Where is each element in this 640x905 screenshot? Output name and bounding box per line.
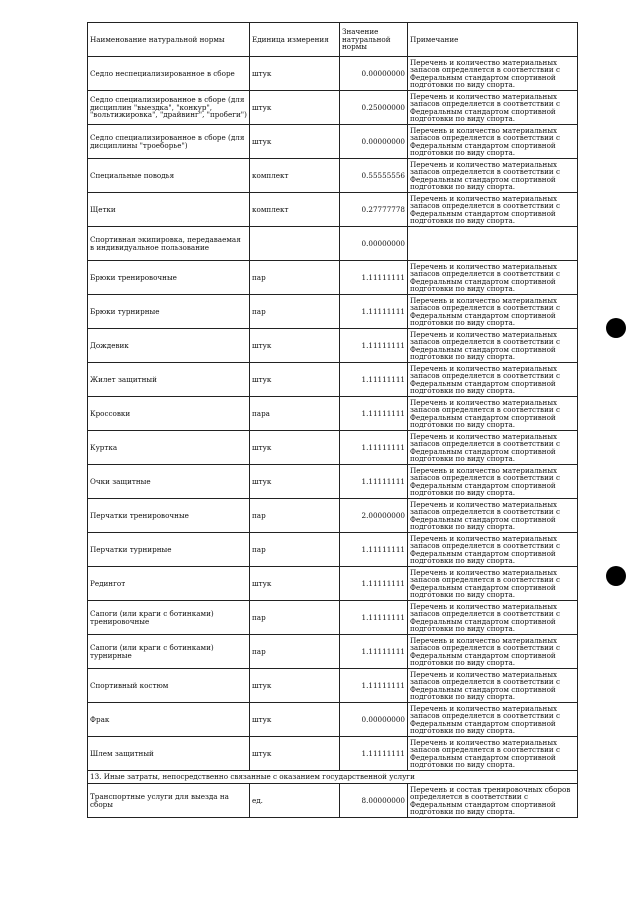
table-row [88,295,578,329]
row-unit: штук [250,465,340,499]
row-note: Перечень и количество материальных запасов определяется в соответствии с Федеральным стандартом спортивной подготовки по виду спорта. [408,125,578,159]
row-value: 1.11111111 [340,329,408,363]
table-row [88,669,578,703]
punch-hole-mark [606,566,626,586]
row-note [408,227,578,261]
row-note: Перечень и количество материальных запасов определяется в соответствии с Федеральным стандартом спортивной подготовки по виду спорта. [408,533,578,567]
row-note: Перечень и количество материальных запасов определяется в соответствии с Федеральным стандартом спортивной подготовки по виду спорта. [408,635,578,669]
table-row [88,193,578,227]
table-row [88,499,578,533]
row-unit: штук [250,329,340,363]
row-note: Перечень и количество материальных запасов определяется в соответствии с Федеральным стандартом спортивной подготовки по виду спорта. [408,669,578,703]
table-row [88,125,578,159]
row-value: 1.11111111 [340,431,408,465]
row-value: 1.11111111 [340,533,408,567]
row-value: 2.00000000 [340,499,408,533]
table-row [88,363,578,397]
row-name: Куртка [88,431,250,465]
row-note: Перечень и количество материальных запасов определяется в соответствии с Федеральным стандартом спортивной подготовки по виду спорта. [408,703,578,737]
table-row [88,91,578,125]
row-name: Спортивная экипировка, передаваемая в индивидуальное пользование [88,227,250,261]
row-unit: пар [250,601,340,635]
row-name: Перчатки тренировочные [88,499,250,533]
row-unit: пар [250,295,340,329]
table-row [88,465,578,499]
row-note: Перечень и количество материальных запасов определяется в соответствии с Федеральным стандартом спортивной подготовки по виду спорта. [408,397,578,431]
row-name: Транспортные услуги для выезда на сборы [88,784,250,818]
row-value: 1.11111111 [340,465,408,499]
row-name: Брюки турнирные [88,295,250,329]
row-note: Перечень и количество материальных запасов определяется в соответствии с Федеральным стандартом спортивной подготовки по виду спорта. [408,601,578,635]
row-unit [250,227,340,261]
row-unit: пар [250,635,340,669]
row-unit: штук [250,91,340,125]
row-unit: комплект [250,159,340,193]
row-note: Перечень и количество материальных запасов определяется в соответствии с Федеральным стандартом спортивной подготовки по виду спорта. [408,159,578,193]
table-row [88,227,578,261]
row-value: 1.11111111 [340,397,408,431]
row-value: 0.25000000 [340,91,408,125]
row-note: Перечень и количество материальных запасов определяется в соответствии с Федеральным стандартом спортивной подготовки по виду спорта. [408,57,578,91]
row-note: Перечень и количество материальных запасов определяется в соответствии с Федеральным стандартом спортивной подготовки по виду спорта. [408,295,578,329]
table-row [88,329,578,363]
row-name: Специальные поводья [88,159,250,193]
section-title: 13. Иные затраты, непосредственно связанные с оказанием государственной услуги [88,771,578,784]
row-unit: комплект [250,193,340,227]
row-note: Перечень и количество материальных запасов определяется в соответствии с Федеральным стандартом спортивной подготовки по виду спорта. [408,91,578,125]
table-row [88,737,578,771]
table-header-row [88,23,578,57]
row-name: Перчатки турнирные [88,533,250,567]
table-row [88,261,578,295]
row-name: Сапоги (или краги с ботинками) тренировочные [88,601,250,635]
row-value: 1.11111111 [340,635,408,669]
header-unit: Единица измерения [250,23,340,57]
row-value: 8.00000000 [340,784,408,818]
row-note: Перечень и количество материальных запасов определяется в соответствии с Федеральным стандартом спортивной подготовки по виду спорта. [408,499,578,533]
row-note: Перечень и количество материальных запасов определяется в соответствии с Федеральным стандартом спортивной подготовки по виду спорта. [408,329,578,363]
table-row [88,533,578,567]
header-name: Наименование натуральной нормы [88,23,250,57]
section-row [88,771,578,784]
row-note: Перечень и количество материальных запасов определяется в соответствии с Федеральным стандартом спортивной подготовки по виду спорта. [408,261,578,295]
table-row [88,635,578,669]
row-name: Шлем защитный [88,737,250,771]
row-unit: штук [250,431,340,465]
table-row [88,57,578,91]
row-unit: пар [250,261,340,295]
row-note: Перечень и количество материальных запасов определяется в соответствии с Федеральным стандартом спортивной подготовки по виду спорта. [408,465,578,499]
row-name: Брюки тренировочные [88,261,250,295]
row-name: Жилет защитный [88,363,250,397]
row-unit: пар [250,533,340,567]
table-row [88,431,578,465]
row-note: Перечень и количество материальных запасов определяется в соответствии с Федеральным стандартом спортивной подготовки по виду спорта. [408,363,578,397]
row-value: 0.55555556 [340,159,408,193]
row-unit: ед. [250,784,340,818]
row-name: Седло неспециализированное в сборе [88,57,250,91]
row-unit: штук [250,737,340,771]
row-name: Седло специализированное в сборе (для дисциплины "троеборье") [88,125,250,159]
row-value: 0.00000000 [340,227,408,261]
row-value: 1.11111111 [340,261,408,295]
row-name: Кроссовки [88,397,250,431]
table-row [88,159,578,193]
row-name: Дождевик [88,329,250,363]
row-value: 1.11111111 [340,295,408,329]
row-value: 1.11111111 [340,737,408,771]
row-value: 0.00000000 [340,57,408,91]
row-name: Спортивный костюм [88,669,250,703]
header-value: Значение натуральной нормы [340,23,408,57]
row-value: 0.00000000 [340,703,408,737]
row-name: Редингот [88,567,250,601]
punch-hole-mark [606,318,626,338]
row-note: Перечень и количество материальных запасов определяется в соответствии с Федеральным стандартом спортивной подготовки по виду спорта. [408,567,578,601]
norms-table [87,22,578,818]
row-value: 1.11111111 [340,669,408,703]
row-value: 0.27777778 [340,193,408,227]
row-name: Щетки [88,193,250,227]
row-unit: штук [250,703,340,737]
row-unit: штук [250,669,340,703]
row-note: Перечень и состав тренировочных сборов определяется в соответствии с Федеральным стандартом спортивной подготовки по виду спорта. [408,784,578,818]
row-unit: штук [250,363,340,397]
row-note: Перечень и количество материальных запасов определяется в соответствии с Федеральным стандартом спортивной подготовки по виду спорта. [408,193,578,227]
row-unit: штук [250,57,340,91]
table-row [88,601,578,635]
row-unit: пара [250,397,340,431]
row-value: 1.11111111 [340,601,408,635]
row-value: 1.11111111 [340,363,408,397]
row-unit: пар [250,499,340,533]
row-note: Перечень и количество материальных запасов определяется в соответствии с Федеральным стандартом спортивной подготовки по виду спорта. [408,431,578,465]
table-row [88,703,578,737]
row-note: Перечень и количество материальных запасов определяется в соответствии с Федеральным стандартом спортивной подготовки по виду спорта. [408,737,578,771]
row-name: Сапоги (или краги с ботинками) турнирные [88,635,250,669]
row-value: 0.00000000 [340,125,408,159]
row-name: Очки защитные [88,465,250,499]
row-value: 1.11111111 [340,567,408,601]
table-row [88,567,578,601]
header-note: Примечание [408,23,578,57]
row-name: Седло специализированное в сборе (для дисциплин "выездка", "конкур", "вольтижировка", "драйвинг", "пробеги") [88,91,250,125]
table-body [88,57,578,818]
row-name: Фрак [88,703,250,737]
table-row [88,397,578,431]
row-unit: штук [250,567,340,601]
row-unit: штук [250,125,340,159]
table-row-transport [88,784,578,818]
